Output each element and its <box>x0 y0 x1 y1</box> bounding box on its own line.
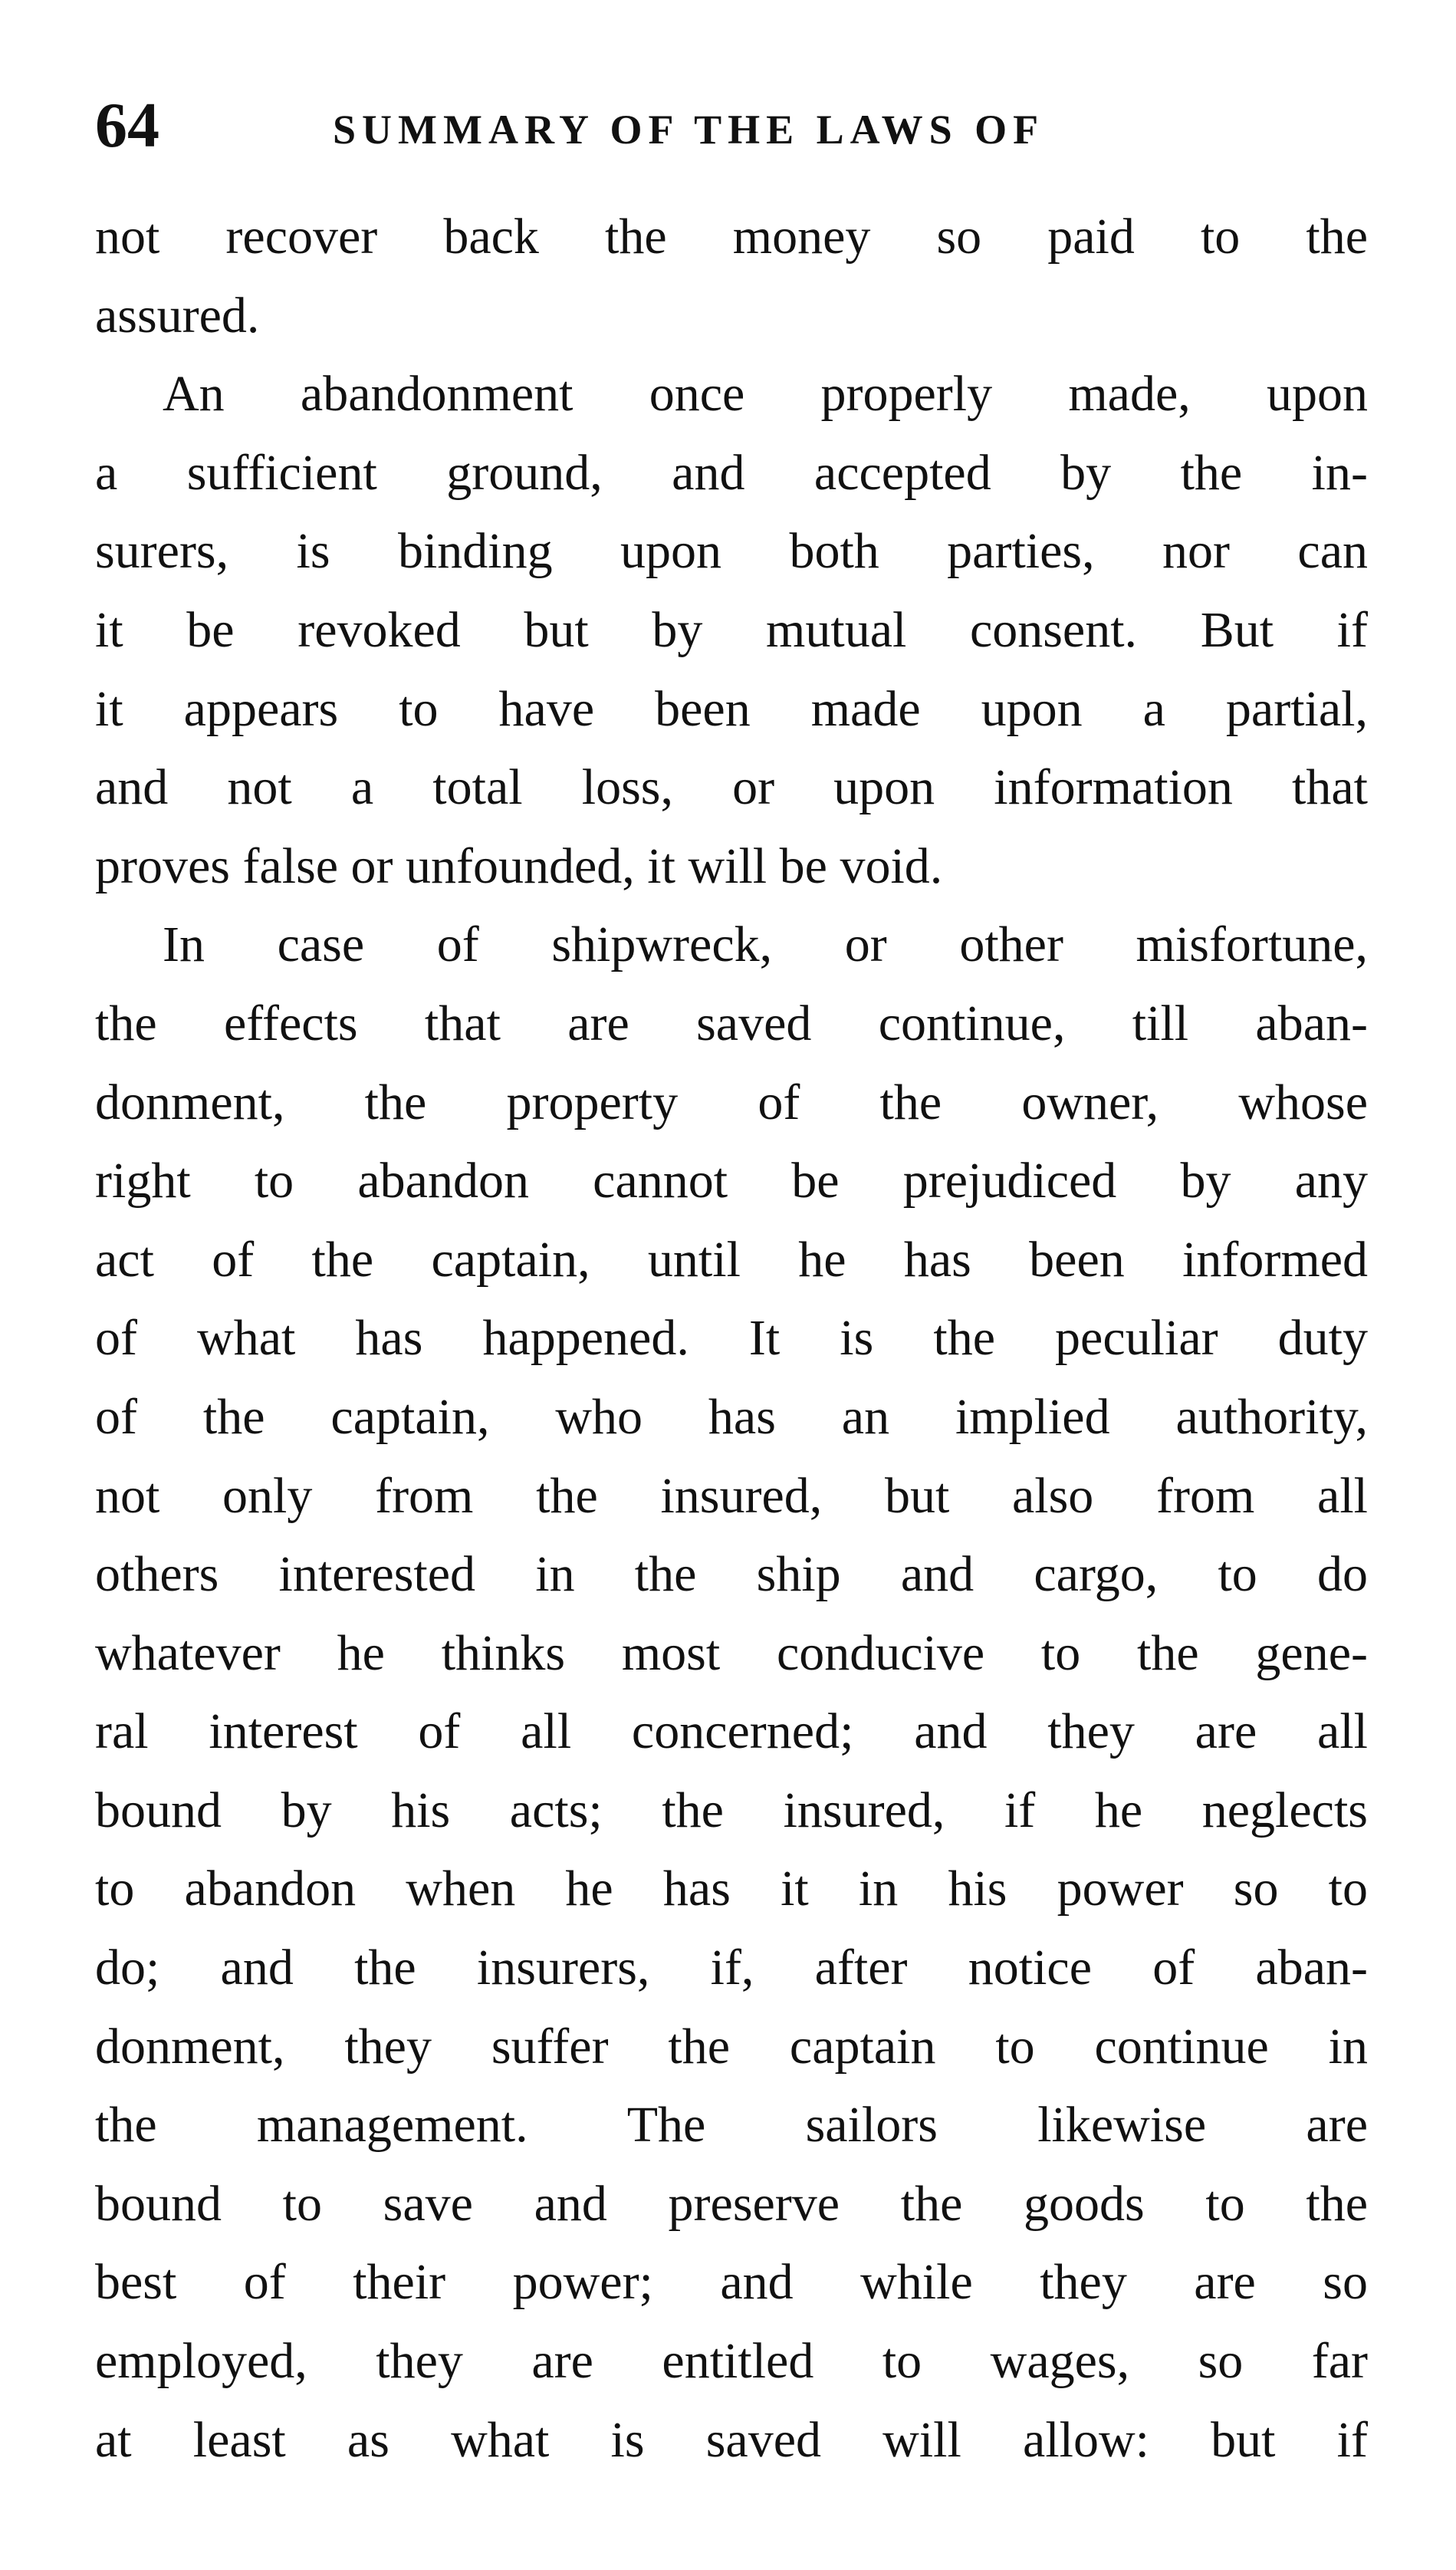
text-line: donment, the property of the owner, whose <box>95 1074 1368 1130</box>
text-line: In case of shipwreck, or other misfortune, <box>163 916 1368 973</box>
text-line: assured. <box>95 287 260 344</box>
text-line: surers, is binding upon both parties, nor can <box>95 523 1368 580</box>
text-line: bound by his acts; the insured, if he neglects <box>95 1782 1368 1838</box>
text-line: donment, they suffer the captain to continue in <box>95 2018 1368 2075</box>
text-line: not recover back the money so paid to the <box>95 209 1368 265</box>
paragraph-2 <box>95 355 1368 906</box>
text-line: it be revoked but by mutual consent. But if <box>95 601 1368 658</box>
text-line: of the captain, who has an implied authority, <box>95 1388 1368 1445</box>
text-line: a sufficient ground, and accepted by the in- <box>95 444 1368 501</box>
text-line: of what has happened. It is the peculiar duty <box>95 1310 1368 1367</box>
text-line: not only from the insured, but also from all <box>95 1467 1368 1524</box>
text-line: whatever he thinks most conducive to the gene- <box>95 1624 1368 1681</box>
text-line: act of the captain, until he has been informed <box>95 1231 1368 1288</box>
body-text <box>95 198 1368 2480</box>
paragraph-3 <box>95 906 1368 2480</box>
text-line: at least as what is saved will allow: but if <box>95 2411 1368 2468</box>
text-line: right to abandon cannot be prejudiced by any <box>95 1153 1368 1209</box>
text-line: do; and the insurers, if, after notice of aban- <box>95 1940 1368 1996</box>
text-line: to abandon when he has it in his power so to <box>95 1861 1368 1917</box>
running-title: SUMMARY OF THE LAWS OF <box>333 107 1045 153</box>
running-head <box>95 80 1368 172</box>
text-line: ral interest of all concerned; and they are all <box>95 1703 1368 1760</box>
text-line: bound to save and preserve the goods to the <box>95 2175 1368 2232</box>
text-line: An abandonment once properly made, upon <box>163 366 1368 423</box>
text-line: it appears to have been made upon a partial, <box>95 680 1368 737</box>
text-line: best of their power; and while they are so <box>95 2254 1368 2311</box>
text-line: and not a total loss, or upon information that <box>95 759 1368 816</box>
page-number: 64 <box>95 90 159 161</box>
paragraph-1 <box>95 198 1368 355</box>
text-line: others interested in the ship and cargo, to do <box>95 1546 1368 1603</box>
text-line: employed, they are entitled to wages, so far <box>95 2333 1368 2390</box>
text-line: proves false or unfounded, it will be void. <box>95 837 943 894</box>
text-line: the effects that are saved continue, till aban- <box>95 995 1368 1051</box>
text-line: the management. The sailors likewise are <box>95 2097 1368 2154</box>
